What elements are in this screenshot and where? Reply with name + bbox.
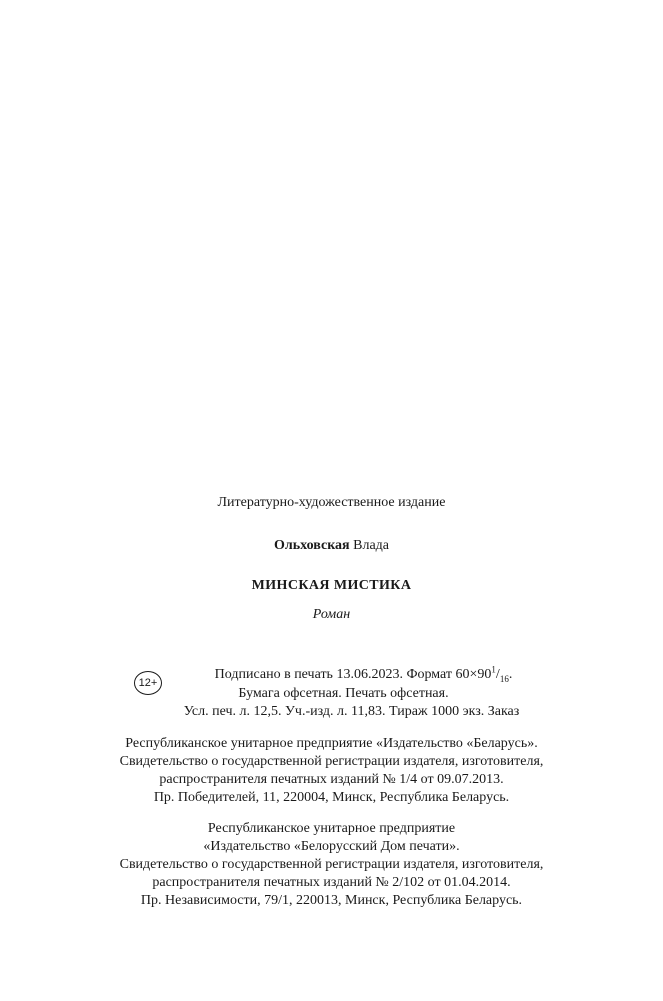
book-title: МИНСКАЯ МИСТИКА [251,578,412,593]
edition-type: Литературно-художественное издание [217,495,446,510]
print-signed-suffix: . [508,667,513,682]
printer-line: Свидетельство о государственной регистрации издателя, изготовителя, [119,857,544,872]
author-given-name: Влада [353,538,389,553]
printer-line: Пр. Независимости, 79/1, 220013, Минск, Республика Беларусь. [140,893,523,908]
publisher-line: Свидетельство о государственной регистрации издателя, изготовителя, [119,754,544,769]
volume-line: Усл. печ. л. 12,5. Уч.-изд. л. 11,83. Тираж 1000 экз. Заказ [183,704,520,719]
author-surname: Ольховская [273,538,350,553]
format-numerator: 1 [491,664,496,675]
format-denominator: 16 [499,673,509,684]
author-name [0,537,663,554]
publisher-line: Пр. Победителей, 11, 220004, Минск, Республика Беларусь. [153,790,510,805]
publisher-line: распространителя печатных изданий № 1/4 от 09.07.2013. [159,772,504,787]
format-slash: / [495,667,500,682]
paper-line: Бумага офсетная. Печать офсетная. [238,686,449,701]
print-signed-line [0,666,663,684]
book-subtitle: Роман [312,607,351,622]
printer-line: распространителя печатных изданий № 2/102 от 01.04.2014. [152,875,511,890]
publisher-line: Республиканское унитарное предприятие «Издательство «Беларусь». [125,736,538,751]
print-signed-text: Подписано в печать 13.06.2023. Формат 60×90 [214,667,492,682]
printer-line: «Издательство «Белорусский Дом печати». [203,839,460,854]
age-rating-badge: 12+ [134,671,162,695]
printer-line: Республиканское унитарное предприятие [207,821,456,836]
